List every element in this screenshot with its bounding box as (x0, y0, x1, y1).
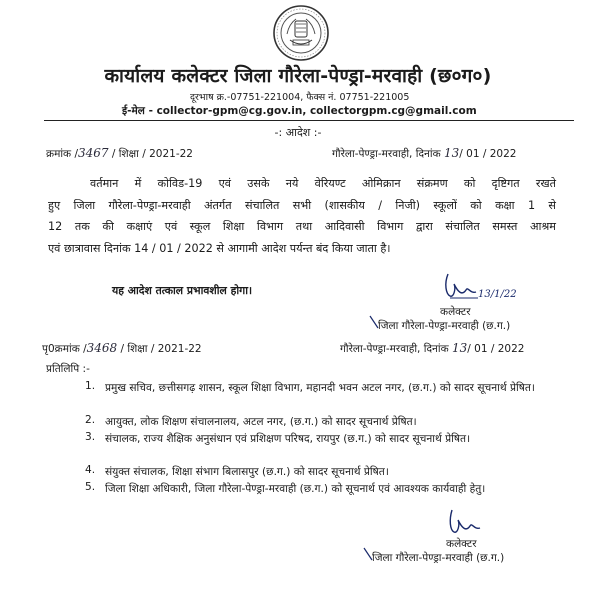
collector-district: जिला गौरेला-पेण्ड्रा-मरवाही (छ.ग.) (378, 320, 511, 332)
copy-item: संचालक, राज्य शैक्षिक अनुसंधान एवं प्रशिक्षण परिषद, रायपुर (छ.ग.) को सादर सूचनार्थ प्रेषित। (105, 433, 471, 445)
copy-item: आयुक्त, लोक शिक्षण संचालनालय, अटल नगर, (छ.ग.) को सादर सूचनार्थ प्रेषित। (105, 416, 417, 428)
collector-designation: कलेक्टर (440, 306, 471, 318)
copy-item: संयुक्त संचालक, शिक्षा संभाग बिलासपुर (छ.ग.) को सादर सूचनार्थ प्रेषित। (105, 466, 389, 478)
order-place-date (332, 146, 516, 161)
email-line: ई-मेल - collector-gpm@cg.gov.in, collectorgpm.cg@gmail.com (122, 105, 477, 117)
endorsement-ref-prefix: पृ0क्रमांक / (42, 343, 87, 355)
order-ref-suffix: / शिक्षा / 2021-22 (111, 148, 193, 160)
phone-fax-line: दूरभाष क्र.-07751-221004, फैक्स नं. 07751-221005 (190, 92, 410, 103)
endorsement-date-day: 13 (451, 341, 468, 355)
effect-statement: यह आदेश तत्काल प्रभावशील होगा। (112, 284, 253, 297)
order-ref-prefix: क्रमांक / (46, 148, 79, 160)
copy-item: जिला शिक्षा अधिकारी, जिला गौरेला-पेण्ड्रा-मरवाही (छ.ग.) को सूचनार्थ एवं आवश्यक कार्यवाही हेतु। (105, 483, 486, 495)
signature-date: 13/1/22 (478, 289, 517, 300)
header-divider (44, 120, 574, 121)
endorsement-reference (42, 341, 202, 356)
office-title: कार्यालय कलेक्टर जिला गौरेला-पेण्ड्रा-मरवाही (छ०ग०) (104, 65, 492, 87)
copy-item-number: 3. (85, 431, 96, 443)
endorsement-ref-number: 3468 (86, 341, 118, 355)
order-body-line: हुए जिला गौरेला-पेण्ड्रा-मरवाही अंतर्गत संचालित सभी (शासकीय / निजी) स्कूलों को कक्षा 1 से (48, 198, 556, 212)
copy-item-number: 2. (85, 414, 96, 426)
collector-signature-icon (446, 508, 486, 540)
order-reference (46, 146, 193, 161)
copy-item-number: 4. (85, 464, 96, 476)
collector-district: जिला गौरेला-पेण्ड्रा-मरवाही (छ.ग.) (372, 552, 505, 564)
order-ref-number: 3467 (78, 146, 109, 160)
order-date-suffix: / 01 / 2022 (459, 148, 517, 160)
copy-item-number: 5. (85, 481, 96, 493)
endorsement-place-date (340, 341, 524, 356)
copy-heading: प्रतिलिपि :- (46, 363, 90, 375)
endorsement-date-prefix: गौरेला-पेण्ड्रा-मरवाही, दिनांक (340, 343, 449, 355)
endorsement-date-suffix: / 01 / 2022 (467, 343, 525, 355)
endorsement-ref-suffix: / शिक्षा / 2021-22 (120, 343, 202, 355)
order-heading: -: आदेश :- (274, 126, 322, 139)
order-body (48, 173, 556, 259)
collector-designation: कलेक्टर (446, 538, 477, 550)
order-body-line: वर्तमान में कोविड-19 एवं उसके नये वेरियण्ट ओमिक्रान संक्रमण को दृष्टिगत रखते (90, 177, 556, 190)
order-date-prefix: गौरेला-पेण्ड्रा-मरवाही, दिनांक (332, 148, 441, 160)
order-date-day: 13 (443, 146, 460, 160)
copy-item: प्रमुख सचिव, छत्तीसगढ़ शासन, स्कूल शिक्षा विभाग, महानदी भवन अटल नगर, (छ.ग.) को सादर सूचनार्थ प्रेषित। (105, 382, 535, 394)
copy-item-number: 1. (85, 380, 96, 392)
order-body-line: एवं छात्रावास दिनांक 14 / 01 / 2022 से आगामी आदेश पर्यन्त बंद किया जाता है। (48, 241, 391, 255)
government-emblem-icon (272, 4, 330, 62)
order-body-line: 12 तक की कक्षाएं एवं स्कूल शिक्षा विभाग तथा आदिवासी विभाग द्वारा संचालित समस्त आश्रम (48, 220, 556, 233)
